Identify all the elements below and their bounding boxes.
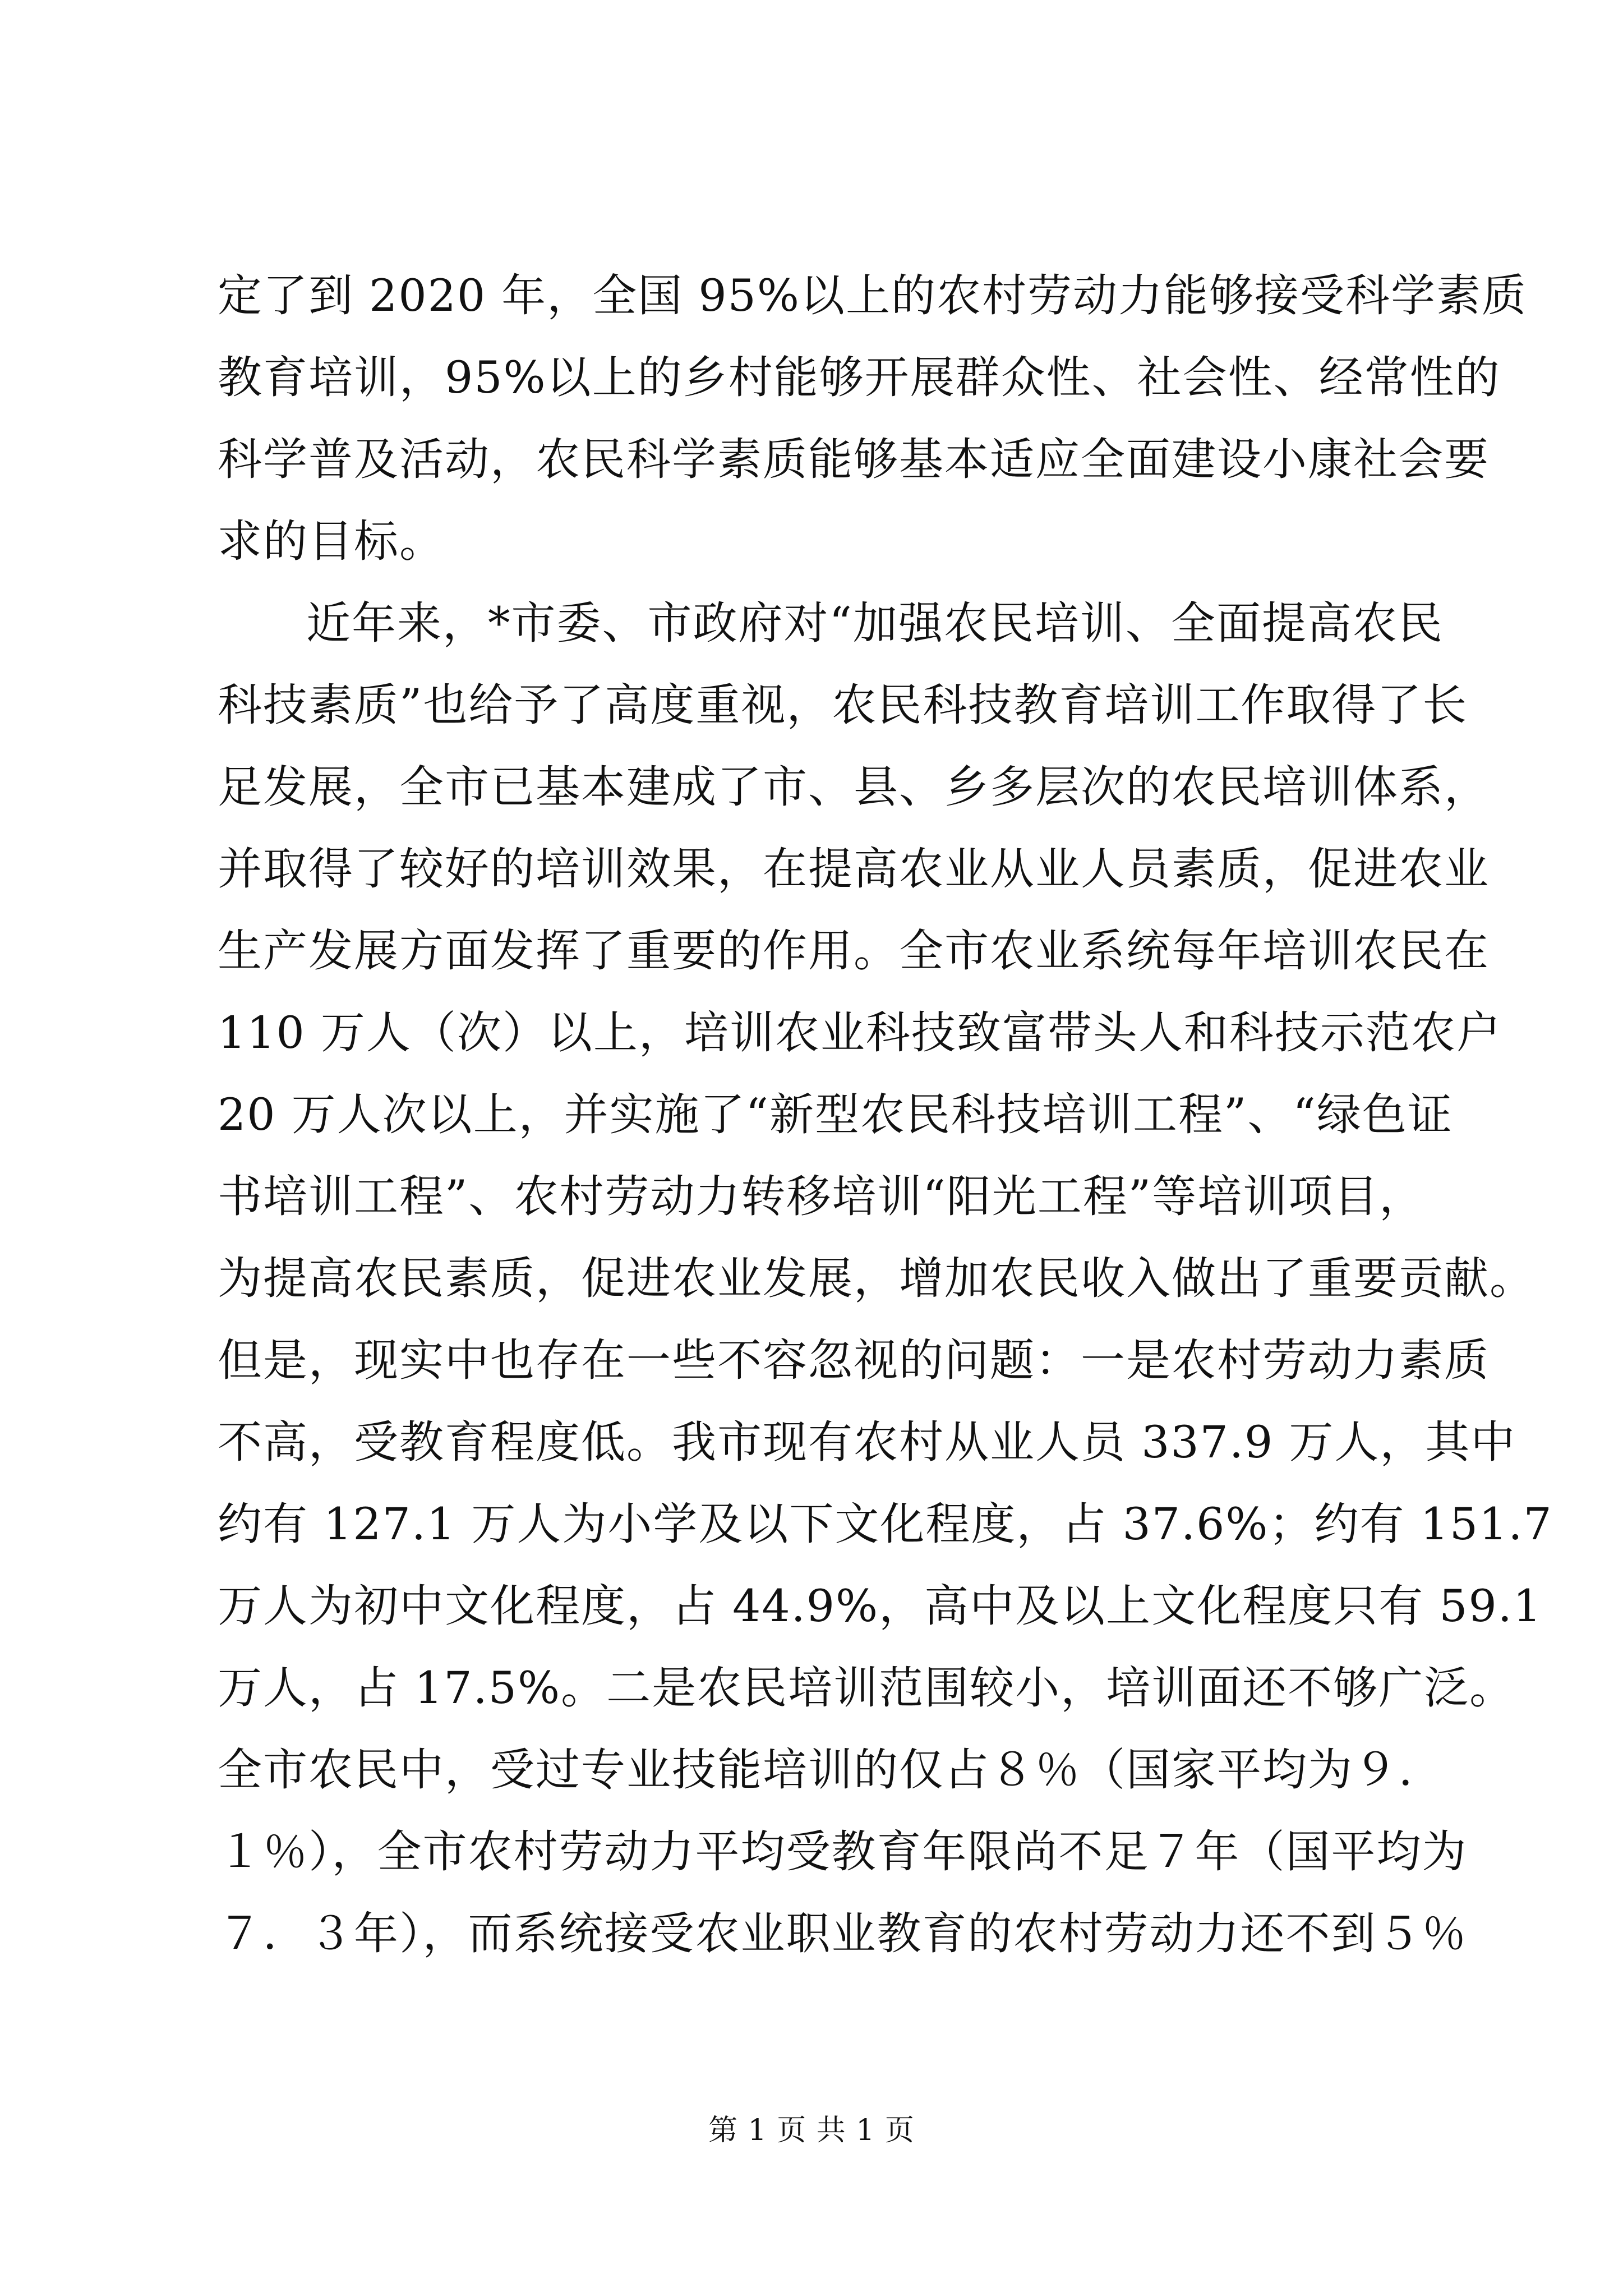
text-line: 科技素质”也给予了高度重视，农民科技教育培训工作取得了长 xyxy=(218,679,1468,731)
text-line: 书培训工程”、农村劳动力转移培训“阳光工程”等培训项目， xyxy=(218,1171,1425,1222)
text-line: 并取得了较好的培训效果，在提高农业从业人员素质，促进农业 xyxy=(218,843,1490,895)
text-line: 足发展，全市已基本建成了市、县、乡多层次的农民培训体系， xyxy=(218,761,1490,813)
text-line: 约有 127.1 万人为小学及以下文化程度，占 37.6%；约有 151.7 xyxy=(218,1498,1553,1550)
paragraph-first-line: 近年来，*市委、市政府对“加强农民培训、全面提高农民 xyxy=(306,597,1444,649)
text-line: 但是，现实中也存在一些不容忽视的问题：一是农村劳动力素质 xyxy=(218,1335,1490,1386)
text-line: 20 万人次以上，并实施了“新型农民科技培训工程”、“绿色证 xyxy=(218,1089,1453,1140)
page-footer: 第 1 页 共 1 页 xyxy=(708,2114,915,2147)
text-line: ７．３年），而系统接受农业职业教育的农村劳动力还不到５％ xyxy=(218,1908,1468,1959)
document-body xyxy=(218,255,1553,1975)
text-line: 110 万人（次）以上，培训农业科技致富带头人和科技示范农户 xyxy=(218,1007,1502,1059)
text-line: 科学普及活动，农民科学素质能够基本适应全面建设小康社会要 xyxy=(218,434,1490,485)
text-line: 为提高农民素质，促进农业发展，增加农民收入做出了重要贡献。 xyxy=(218,1253,1535,1304)
text-line: 定了到 2020 年，全国 95%以上的农村劳动力能够接受科学素质 xyxy=(218,270,1527,321)
text-line: 不高，受教育程度低。我市现有农村从业人员 337.9 万人，其中 xyxy=(218,1416,1516,1468)
text-line: 求的目标。 xyxy=(218,516,445,567)
text-line: １％），全市农村劳动力平均受教育年限尚不足７年（国平均为 xyxy=(218,1826,1468,1878)
text-line: 全市农民中，受过专业技能培训的仅占８％（国家平均为９． xyxy=(218,1744,1444,1796)
text-line: 生产发展方面发挥了重要的作用。全市农业系统每年培训农民在 xyxy=(218,925,1490,977)
text-line: 万人，占 17.5%。二是农民培训范围较小，培训面还不够广泛。 xyxy=(218,1662,1515,1714)
text-line: 万人为初中文化程度，占 44.9%，高中及以上文化程度只有 59.1 xyxy=(218,1580,1543,1632)
text-line: 教育培训，95%以上的乡村能够开展群众性、社会性、经常性的 xyxy=(218,352,1501,403)
